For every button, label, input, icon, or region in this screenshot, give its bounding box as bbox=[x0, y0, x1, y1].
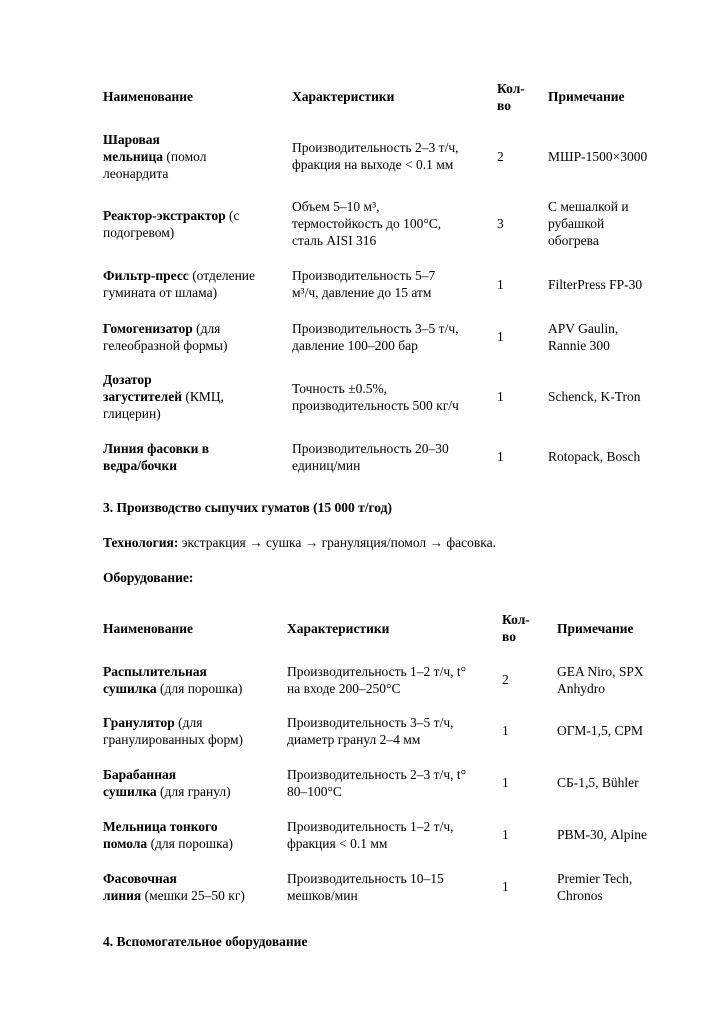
col-header-name: Наименование bbox=[103, 621, 193, 636]
table-row-note: Schenck, K-Tron bbox=[548, 389, 641, 404]
table-row-name: Гомогенизатор (для гелеобразной формы) bbox=[103, 321, 228, 353]
table-row-qty: 1 bbox=[502, 723, 509, 738]
col-header-note: Примечание bbox=[548, 89, 625, 104]
table-row-note: ОГМ-1,5, CPM bbox=[557, 723, 644, 738]
table-row-specs: Производительность 10–15 мешков/мин bbox=[287, 871, 444, 903]
table-row-note: APV Gaulin, Rannie 300 bbox=[548, 321, 619, 353]
table-row-qty: 3 bbox=[497, 216, 504, 231]
table-row-note: GEA Niro, SPX Anhydro bbox=[557, 664, 644, 696]
table-row-qty: 1 bbox=[502, 775, 509, 790]
table-row-note: Premier Tech, Chronos bbox=[557, 871, 633, 903]
col-header-specs: Характеристики bbox=[292, 89, 395, 104]
table-row-qty: 1 bbox=[497, 389, 504, 404]
table-row-qty: 1 bbox=[502, 827, 509, 842]
table-row-specs: Производительность 3–5 т/ч, давление 100–200 бар bbox=[292, 321, 459, 353]
table-row-specs: Производительность 2–3 т/ч, t° 80–100°C bbox=[287, 767, 467, 799]
table-row-note: РВМ-30, Alpine bbox=[557, 827, 648, 842]
table-row-specs: Производительность 2–3 т/ч, фракция на выходе < 0.1 мм bbox=[292, 140, 459, 172]
table-row-specs: Производительность 5–7 м³/ч, давление до 15 атм bbox=[292, 268, 436, 300]
table-row-specs: Производительность 1–2 т/ч, фракция < 0.1 мм bbox=[287, 819, 454, 851]
table-row-name: Реактор-экстрактор (с подогревом) bbox=[103, 208, 240, 240]
table-row-note: СБ-1,5, Bühler bbox=[557, 775, 639, 790]
col-header-specs: Характеристики bbox=[287, 621, 390, 636]
col-header-name: Наименование bbox=[103, 89, 193, 104]
table-row-note: FilterPress FP-30 bbox=[548, 277, 643, 292]
table-row-specs: Производительность 20–30 единиц/мин bbox=[292, 441, 449, 473]
col-header-qty: Кол- во bbox=[502, 612, 530, 644]
table-row-name: Мельница тонкого помола (для порошка) bbox=[103, 819, 233, 851]
table-row-qty: 1 bbox=[497, 449, 504, 464]
table-row-name: Дозатор загустителей (КМЦ, глицерин) bbox=[103, 372, 225, 421]
table-row-specs: Производительность 1–2 т/ч, t° на входе 200–250°C bbox=[287, 664, 467, 696]
table-row-qty: 1 bbox=[497, 277, 504, 292]
table-row-name: Гранулятор (для гранулированных форм) bbox=[103, 715, 244, 747]
section-3-heading: 3. Производство сыпучих гуматов (15 000 т/год) bbox=[103, 500, 392, 515]
table-row-note: Rotopack, Bosch bbox=[548, 449, 641, 464]
table-row-name: Распылительная сушилка (для порошка) bbox=[103, 664, 243, 696]
col-header-qty: Кол- во bbox=[497, 81, 525, 113]
table-row-qty: 1 bbox=[497, 329, 504, 344]
table-row-name: Шаровая мельница (помол леонардита bbox=[103, 132, 207, 181]
table-row-name: Барабанная сушилка (для гранул) bbox=[103, 767, 231, 799]
col-header-note: Примечание bbox=[557, 621, 634, 636]
table-row-note: С мешалкой и рубашкой обогрева bbox=[548, 199, 629, 248]
equipment-label: Оборудование: bbox=[103, 570, 194, 585]
table-row-qty: 2 bbox=[497, 149, 504, 164]
table-row-specs: Точность ±0.5%, производительность 500 кг/ч bbox=[292, 381, 459, 413]
table-row-specs: Производительность 3–5 т/ч, диаметр гранул 2–4 мм bbox=[287, 715, 454, 747]
table-row-note: МШР-1500×3000 bbox=[548, 149, 648, 164]
table-row-name: Фильтр-пресс (отделение гумината от шлама) bbox=[103, 268, 256, 300]
table-row-qty: 2 bbox=[502, 672, 509, 687]
table-row-qty: 1 bbox=[502, 879, 509, 894]
technology-paragraph: Технология: экстракция → сушка → грануляция/помол → фасовка. bbox=[103, 535, 496, 550]
table-row-specs: Объем 5–10 м³, термостойкость до 100°C, сталь AISI 316 bbox=[292, 199, 442, 248]
table-row-name: Фасовочная линия (мешки 25–50 кг) bbox=[103, 871, 245, 903]
section-4-heading: 4. Вспомогательное оборудование bbox=[103, 934, 308, 949]
table-row-name: Линия фасовки в ведра/бочки bbox=[103, 441, 210, 473]
